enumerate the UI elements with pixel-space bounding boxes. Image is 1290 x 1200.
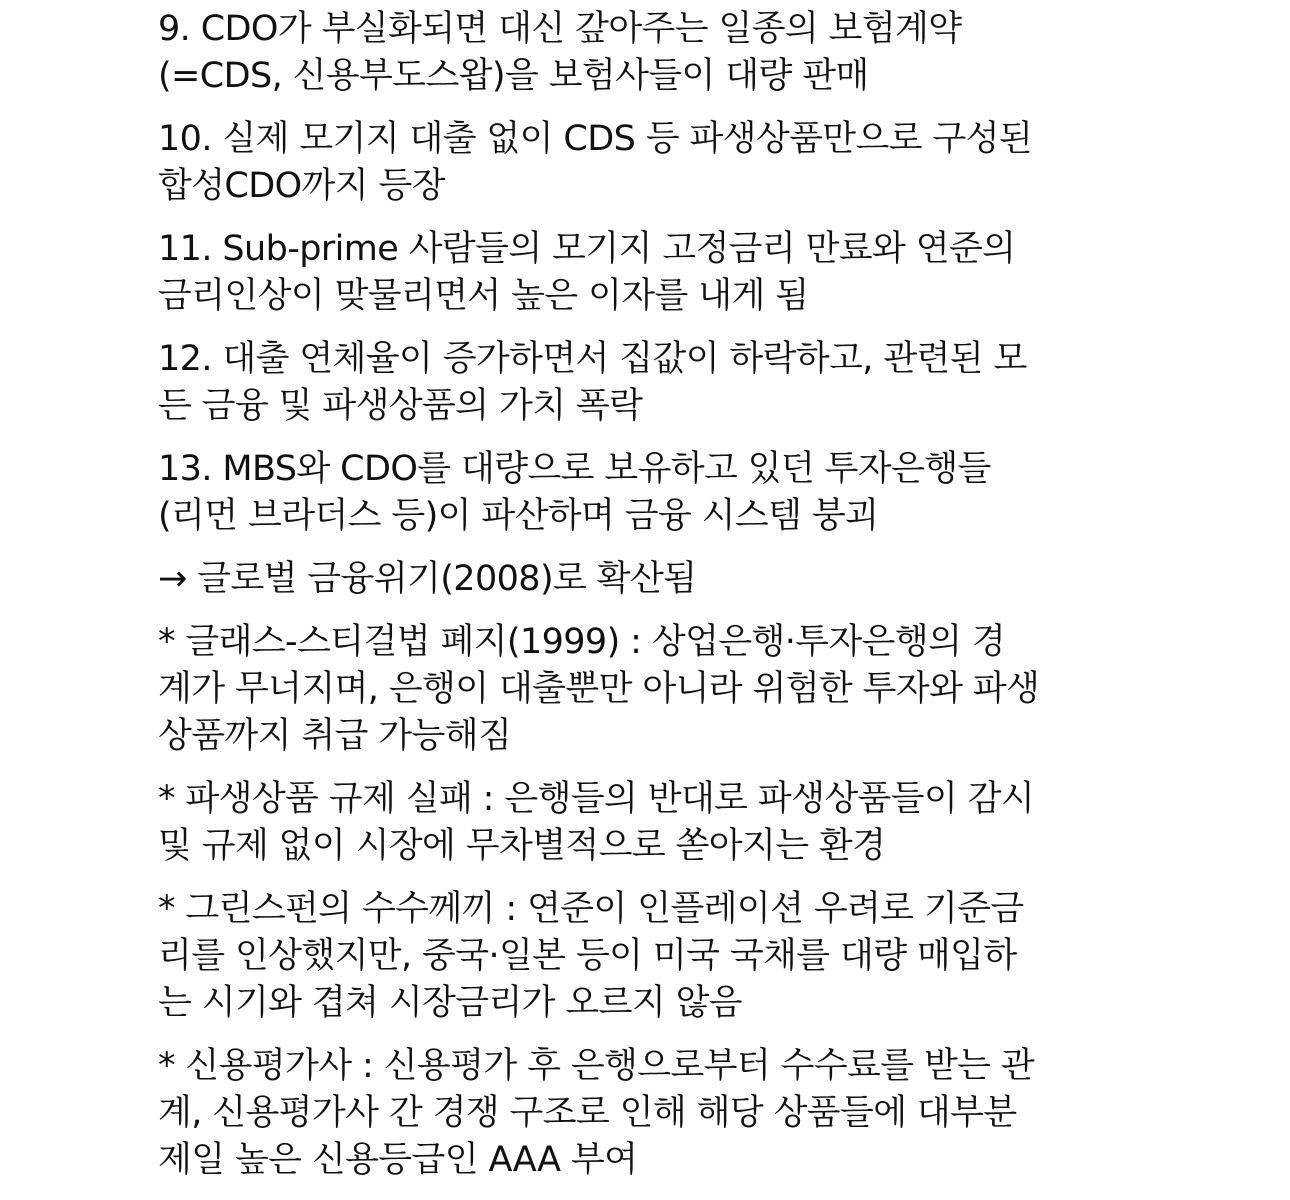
text-line: 든 금융 및 파생상품의 가치 폭락 bbox=[158, 386, 643, 426]
paragraph-note-rating-agencies bbox=[158, 1043, 1148, 1184]
text-line: 9. CDO가 부실화되면 대신 갚아주는 일종의 보험계약 bbox=[158, 9, 962, 49]
text-line: 계, 신용평가사 간 경쟁 구조로 인해 해당 상품들에 대부분 bbox=[158, 1093, 1017, 1133]
paragraph-note-greenspan bbox=[158, 886, 1148, 1027]
paragraph-item-10 bbox=[158, 116, 1148, 210]
text-line: 합성CDO까지 등장 bbox=[158, 166, 445, 206]
text-line: (리먼 브라더스 등)이 파산하며 금융 시스템 붕괴 bbox=[158, 496, 879, 536]
document-body bbox=[158, 6, 1148, 1200]
text-line: 10. 실제 모기지 대출 없이 CDS 등 파생상품만으로 구성된 bbox=[158, 119, 1033, 159]
paragraph-note-glass-steagall bbox=[158, 619, 1148, 760]
paragraph-item-11 bbox=[158, 226, 1148, 320]
text-line: 및 규제 없이 시장에 무차별적으로 쏟아지는 환경 bbox=[158, 826, 886, 866]
text-line: 계가 무너지며, 은행이 대출뿐만 아니라 위험한 투자와 파생 bbox=[158, 669, 1040, 709]
paragraph-item-12 bbox=[158, 336, 1148, 430]
paragraph-conclusion bbox=[158, 556, 1148, 603]
text-line: → 글로벌 금융위기(2008)로 확산됨 bbox=[158, 559, 697, 599]
text-line: 상품까지 취급 가능해짐 bbox=[158, 716, 512, 756]
text-line: 는 시기와 겹쳐 시장금리가 오르지 않음 bbox=[158, 983, 742, 1023]
text-line: 제일 높은 신용등급인 AAA 부여 bbox=[158, 1140, 638, 1180]
text-line: (=CDS, 신용부도스왑)을 보험사들이 대량 판매 bbox=[158, 56, 869, 96]
text-line: 12. 대출 연체율이 증가하면서 집값이 하락하고, 관련된 모 bbox=[158, 339, 1027, 379]
text-line: 11. Sub-prime 사람들의 모기지 고정금리 만료와 연준의 bbox=[158, 229, 1016, 269]
paragraph-item-9 bbox=[158, 6, 1148, 100]
text-line: 금리인상이 맞물리면서 높은 이자를 내게 됨 bbox=[158, 276, 809, 316]
text-line: * 그린스펀의 수수께끼 : 연준이 인플레이션 우려로 기준금 bbox=[158, 889, 1024, 929]
text-line: * 파생상품 규제 실패 : 은행들의 반대로 파생상품들이 감시 bbox=[158, 779, 1035, 819]
text-line: * 신용평가사 : 신용평가 후 은행으로부터 수수료를 받는 관 bbox=[158, 1046, 1035, 1086]
text-line: 13. MBS와 CDO를 대량으로 보유하고 있던 투자은행들 bbox=[158, 449, 991, 489]
paragraph-item-13 bbox=[158, 446, 1148, 540]
text-line: 리를 인상했지만, 중국·일본 등이 미국 국채를 대량 매입하 bbox=[158, 936, 1017, 976]
text-line: * 글래스-스티걸법 폐지(1999) : 상업은행·투자은행의 경 bbox=[158, 622, 1006, 662]
paragraph-note-derivatives bbox=[158, 776, 1148, 870]
